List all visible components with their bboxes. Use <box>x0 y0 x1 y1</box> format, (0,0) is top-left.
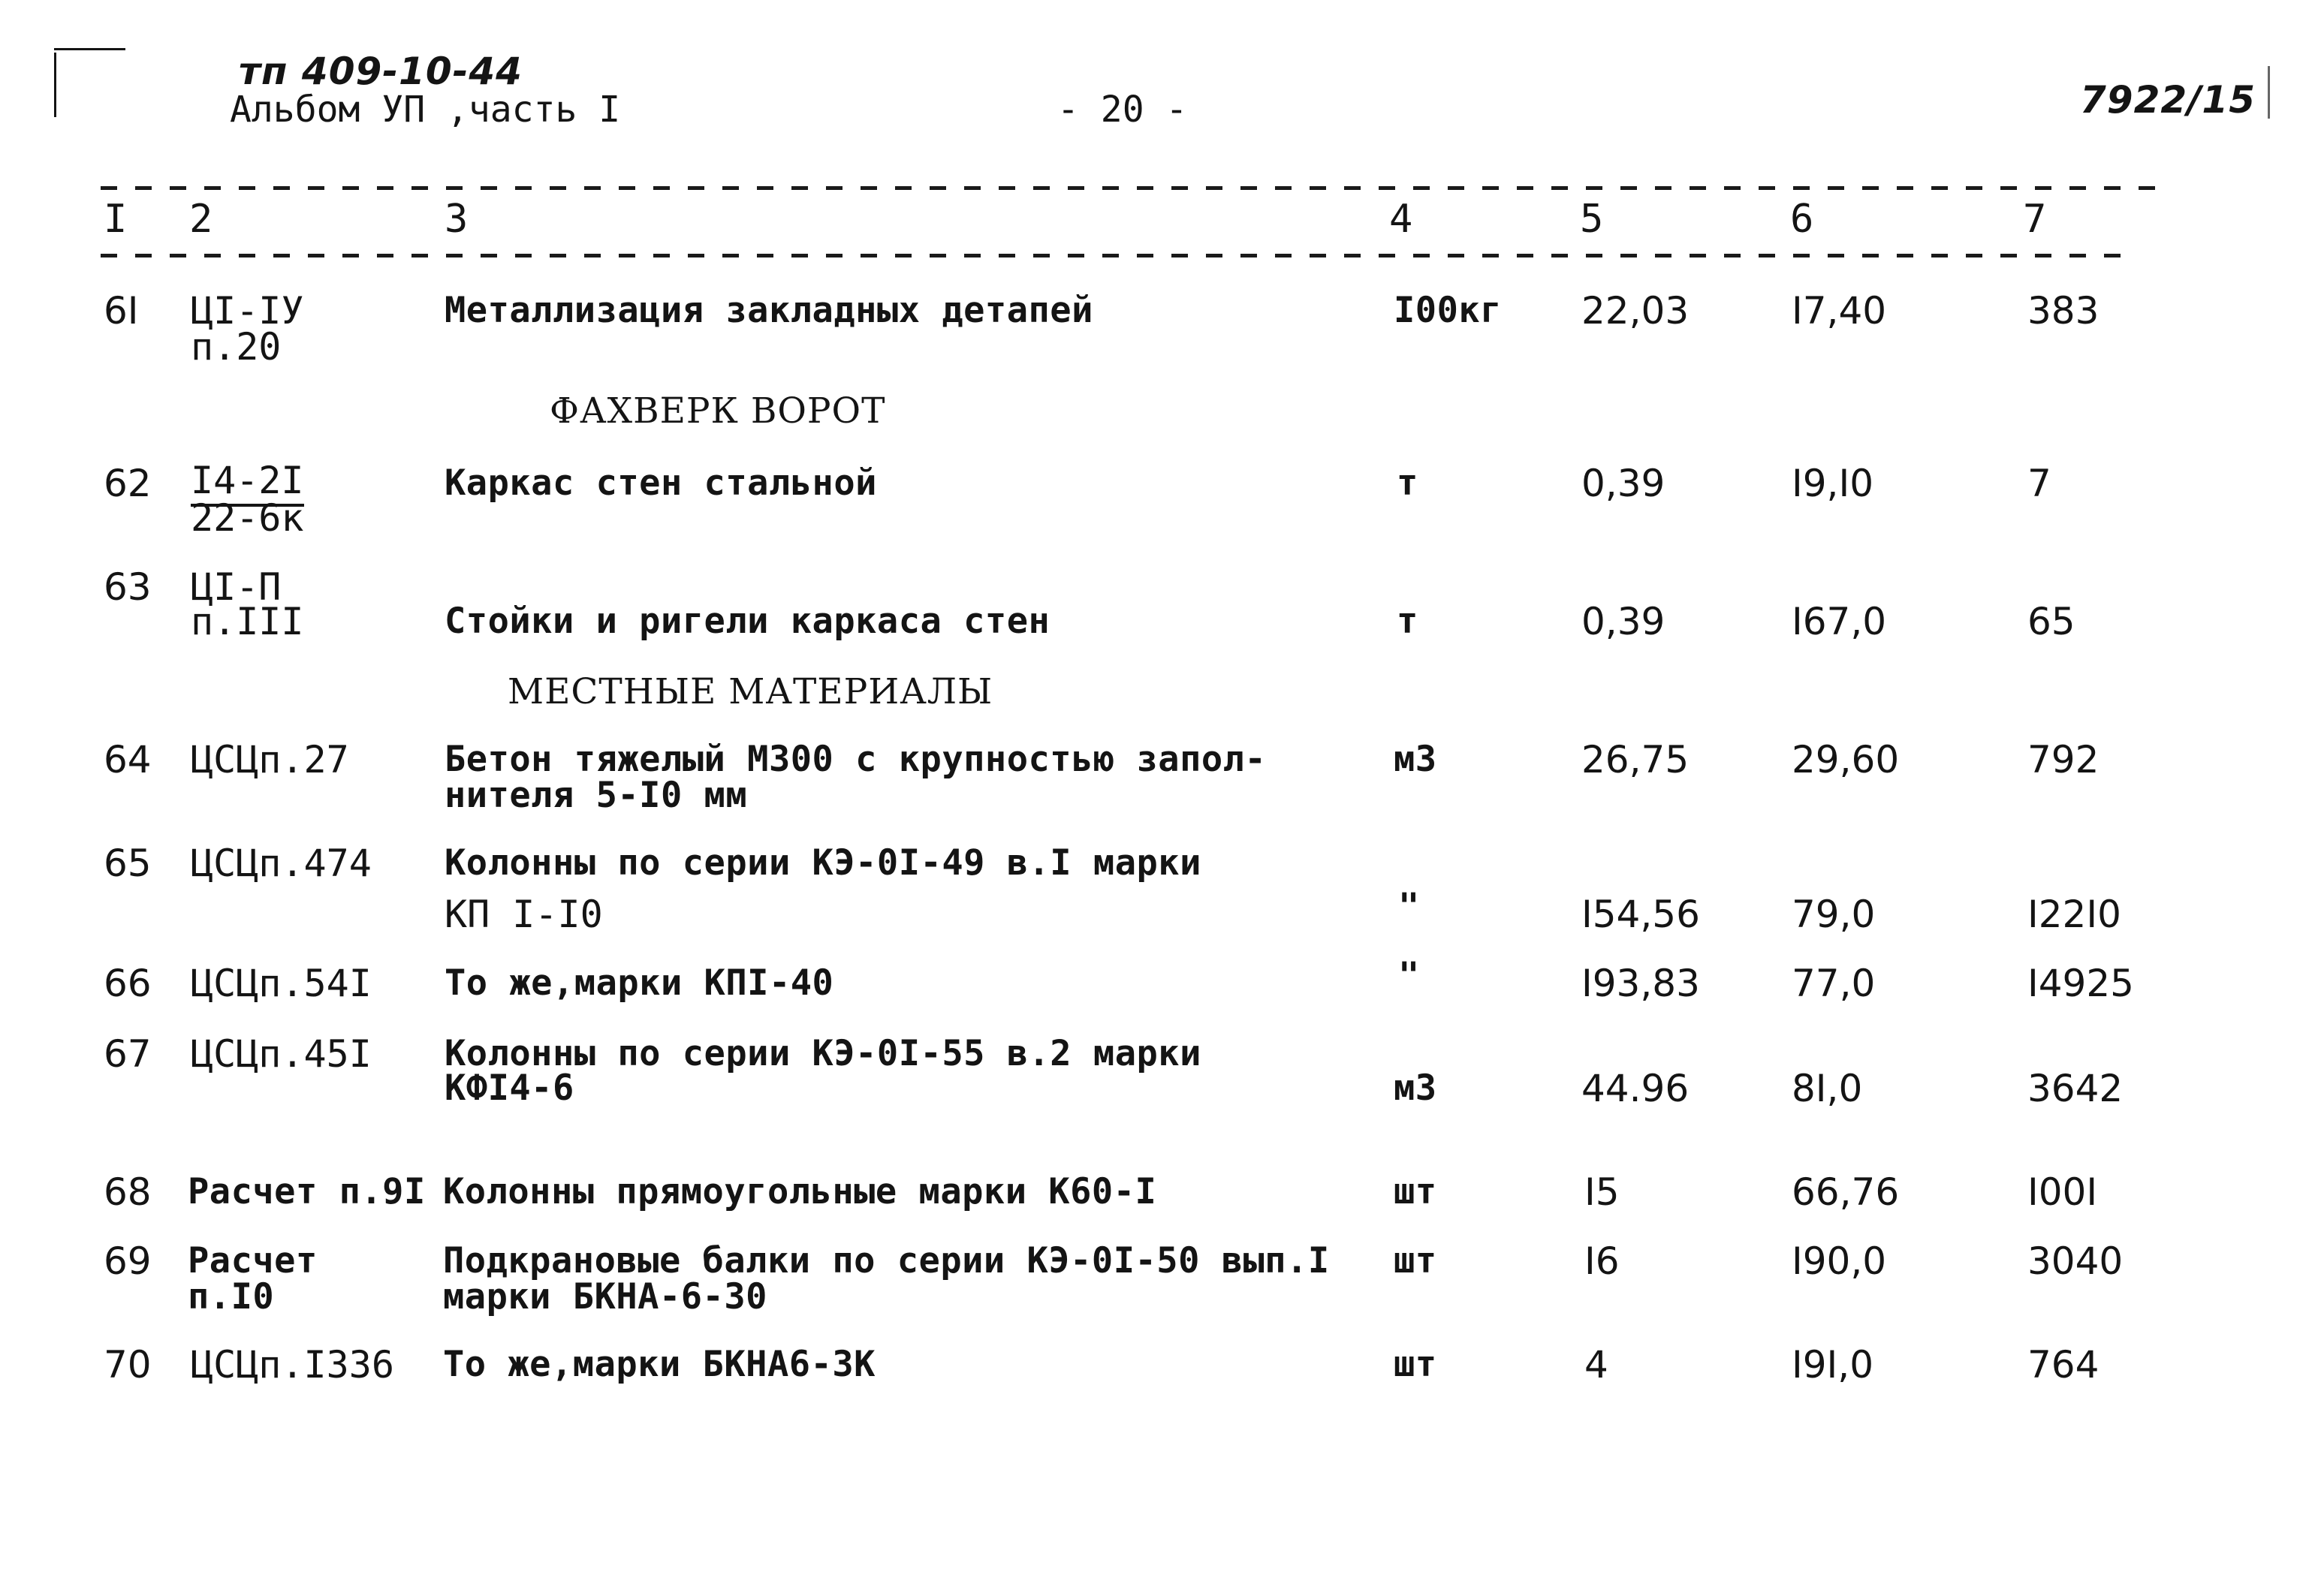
row-65-description-line2: КП I-I0 <box>445 893 603 936</box>
row-65-total: I22I0 <box>2027 893 2121 936</box>
row-70-total: 764 <box>2027 1343 2100 1387</box>
row-70-price: I9I,0 <box>1792 1343 1874 1387</box>
row-69-description: Подкрановые балки по серии КЭ-0I-50 вып.I <box>443 1240 1330 1281</box>
album-label: Альбом УП ,часть I <box>230 89 621 131</box>
row-63-code: ЦI-П <box>191 565 282 609</box>
row-65-unit: " <box>1398 886 1420 927</box>
row-67-quantity: 44.96 <box>1581 1067 1690 1110</box>
corner-mark-vertical <box>54 53 56 117</box>
row-69-total: 3040 <box>2027 1239 2124 1283</box>
row-65-number: 65 <box>104 842 152 885</box>
row-63-number: 63 <box>104 565 152 609</box>
row-69-description-line2: марки БКНА-6-30 <box>443 1276 767 1317</box>
row-61-total: 383 <box>2027 289 2100 333</box>
row-65-quantity: I54,56 <box>1581 893 1700 936</box>
row-63-unit: т <box>1397 601 1418 642</box>
row-67-total: 3642 <box>2027 1067 2124 1110</box>
row-62-code-line2: 22-6к <box>191 496 304 540</box>
column-header-4: 4 <box>1389 197 1413 242</box>
row-69-code: Расчет <box>188 1240 318 1281</box>
row-61-quantity: 22,03 <box>1581 289 1690 333</box>
row-70-description: То же,марки БКНА6-3К <box>443 1344 876 1385</box>
row-69-code-line2: п.I0 <box>188 1276 275 1317</box>
row-66-code: ЦСЦп.54I <box>191 962 372 1005</box>
row-66-unit: " <box>1398 955 1420 996</box>
row-63-quantity: 0,39 <box>1581 600 1665 643</box>
row-67-description-line2: КФI4-6 <box>445 1068 574 1109</box>
section-gate-framing: ФАХВЕРК ВОРОТ <box>550 390 886 432</box>
row-66-description: То же,марки КПI-40 <box>445 962 834 1004</box>
row-68-price: 66,76 <box>1792 1170 1900 1214</box>
row-62-description: Каркас стен стальной <box>445 462 877 504</box>
row-62-total: 7 <box>2027 462 2051 505</box>
row-62-code-wrap <box>191 461 304 500</box>
row-68-code: Расчет п.9I <box>188 1171 426 1212</box>
row-65-code: ЦСЦп.474 <box>191 842 372 885</box>
row-68-unit: шт <box>1394 1171 1437 1212</box>
row-67-code: ЦСЦп.45I <box>191 1032 372 1076</box>
row-70-quantity: 4 <box>1584 1343 1608 1387</box>
row-66-quantity: I93,83 <box>1581 962 1700 1005</box>
row-68-total: I00I <box>2027 1170 2098 1214</box>
row-63-price: I67,0 <box>1792 600 1887 643</box>
row-69-quantity: I6 <box>1584 1239 1620 1283</box>
row-66-number: 66 <box>104 962 152 1005</box>
table-top-rule <box>101 186 2163 190</box>
row-61-price: I7,40 <box>1792 289 1887 333</box>
row-64-number: 64 <box>104 738 152 781</box>
column-header-6: 6 <box>1790 197 1814 242</box>
row-61-number: 6I <box>104 289 139 333</box>
row-62-code: I4-2I <box>191 459 304 507</box>
row-65-description: Колонны по серии КЭ-0I-49 в.I марки <box>445 842 1201 884</box>
row-61-unit: I00кг <box>1394 290 1502 331</box>
row-64-description: Бетон тяжелый М300 с крупностью запол- <box>445 739 1267 780</box>
row-64-code: ЦСЦп.27 <box>191 738 349 781</box>
row-64-description-line2: нителя 5-I0 мм <box>445 775 748 816</box>
column-header-2: 2 <box>189 197 213 242</box>
row-63-code-line2: п.III <box>191 600 304 643</box>
row-70-code: ЦСЦп.I336 <box>191 1343 394 1387</box>
row-68-number: 68 <box>104 1170 152 1214</box>
row-62-unit: т <box>1397 462 1418 504</box>
row-67-price: 8I,0 <box>1792 1067 1863 1110</box>
row-68-quantity: I5 <box>1584 1170 1620 1214</box>
row-67-description: Колонны по серии КЭ-0I-55 в.2 марки <box>445 1033 1201 1074</box>
row-62-number: 62 <box>104 462 152 505</box>
row-69-number: 69 <box>104 1239 152 1283</box>
column-header-5: 5 <box>1580 197 1604 242</box>
tp-code: тп 409-10-44 <box>239 50 523 93</box>
corner-mark-right <box>2265 66 2270 119</box>
corner-mark-horizontal <box>54 48 125 50</box>
section-local-materials: МЕСТНЫЕ МАТЕРИАЛЫ <box>508 671 993 712</box>
row-66-total: I4925 <box>2027 962 2134 1005</box>
table-header-rule <box>101 254 2128 257</box>
row-69-unit: шт <box>1394 1240 1437 1281</box>
column-header-7: 7 <box>2023 197 2047 242</box>
row-67-number: 67 <box>104 1032 152 1076</box>
row-69-price: I90,0 <box>1792 1239 1887 1283</box>
document-number: 7922/15 <box>2080 78 2256 122</box>
row-65-price: 79,0 <box>1792 893 1876 936</box>
row-62-quantity: 0,39 <box>1581 462 1665 505</box>
row-63-description: Стойки и ригели каркаса стен <box>445 601 1051 642</box>
row-63-total: 65 <box>2027 600 2075 643</box>
row-67-unit: м3 <box>1394 1068 1437 1109</box>
row-66-price: 77,0 <box>1792 962 1876 1005</box>
row-64-price: 29,60 <box>1792 738 1900 781</box>
row-68-description: Колонны прямоугольные марки К60-I <box>443 1171 1157 1212</box>
row-62-price: I9,I0 <box>1792 462 1874 505</box>
row-64-total: 792 <box>2027 738 2100 781</box>
row-70-number: 70 <box>104 1343 152 1387</box>
row-61-code-line2: п.20 <box>191 325 282 369</box>
page-number: - 20 - <box>1057 89 1188 131</box>
column-header-1: I <box>104 197 128 242</box>
row-70-unit: шт <box>1394 1344 1437 1385</box>
column-header-3: 3 <box>445 197 469 242</box>
row-61-code: ЦI-IУ <box>191 289 304 333</box>
row-61-description: Металлизация закладных детапей <box>445 290 1093 331</box>
row-64-unit: м3 <box>1394 739 1437 780</box>
row-64-quantity: 26,75 <box>1581 738 1690 781</box>
